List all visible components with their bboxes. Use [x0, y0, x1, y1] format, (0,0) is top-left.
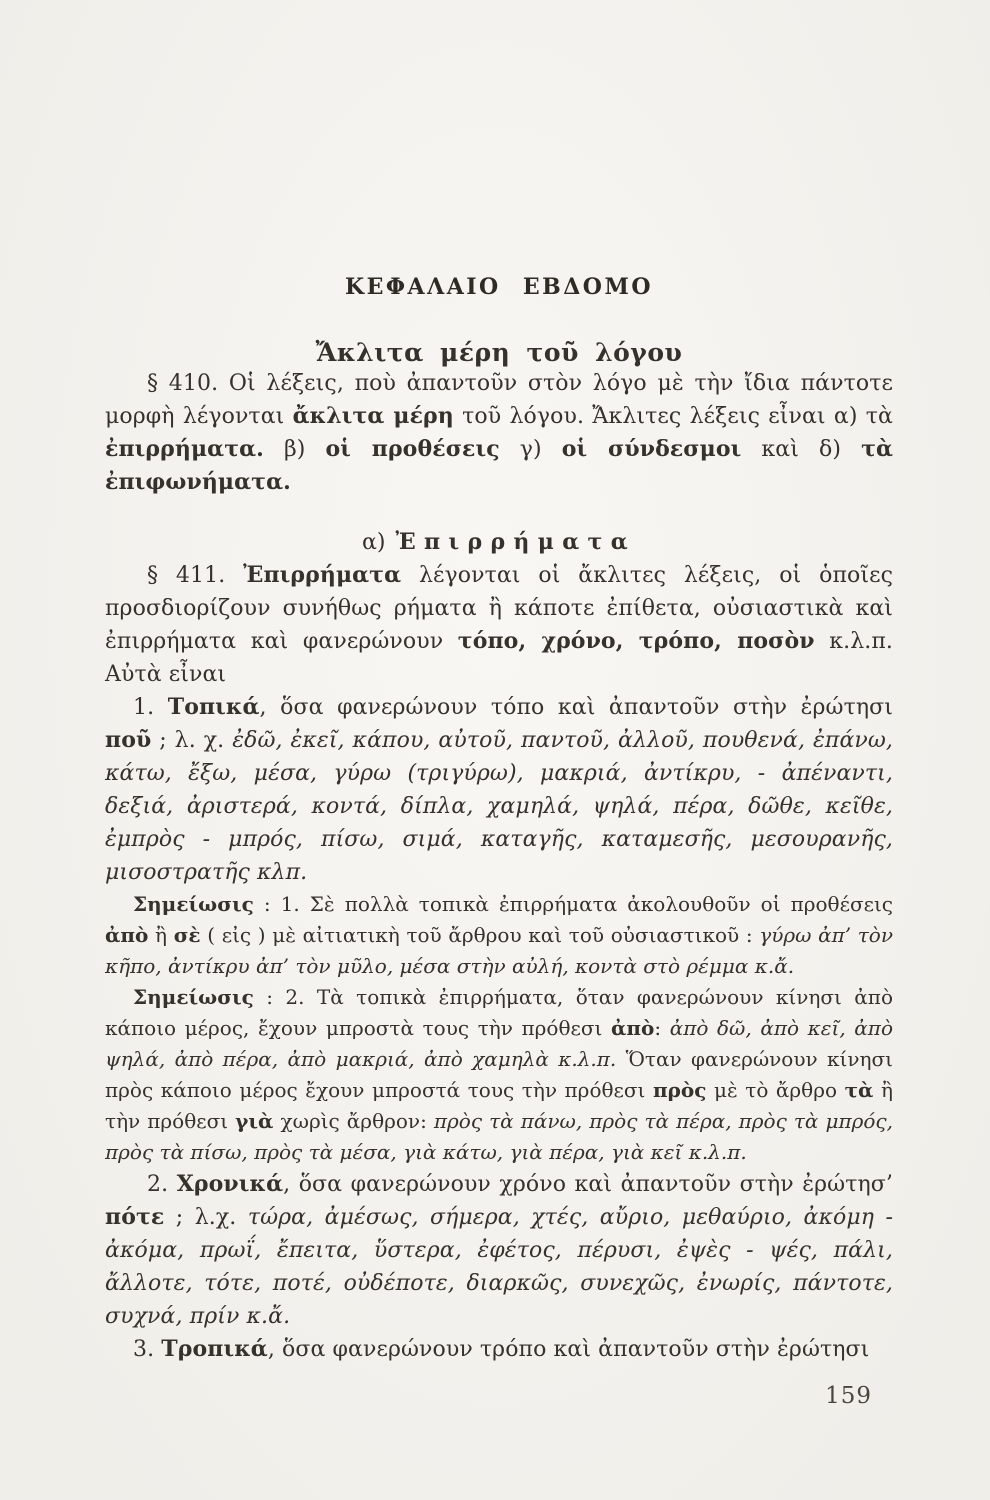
paragraph-xronika	[105, 1168, 893, 1333]
text-segment: τοῦ λόγου. Ἄκλιτες λέξεις εἶναι α) τὰ	[453, 404, 894, 429]
text-segment: : 1. Σὲ πολλὰ τοπικὰ ἐπιρρήματα ἀκολουθοῦν οἱ προθέσεις	[253, 892, 893, 916]
text-segment: Σημείωσις	[133, 892, 254, 916]
paragraph-tropika	[105, 1333, 893, 1366]
paragraph-411	[105, 559, 893, 691]
text-segment: λέγονται οἱ ἄκλιτες λέξεις, οἱ ὁποῖες προσδιορίζουν συνήθως ρήματα ἢ κάποτε ἐπίθετα, οὐσιαστικὰ καὶ ἐπιρρήματα καὶ φανερώνουν	[105, 563, 893, 654]
text-segment: τόπο, χρόνο, τρόπο, ποσὸν	[457, 628, 815, 654]
text-segment: 1.	[133, 695, 168, 720]
page-title: Ἄκλιτα μέρη τοῦ λόγου	[315, 338, 683, 367]
text-segment: ἄκλιτα μέρη	[292, 403, 454, 429]
text-segment: γ)	[499, 437, 562, 462]
text-segment: πρὸς	[652, 1078, 707, 1102]
chapter-heading: ΚΕΦΑΛΑΙΟ ΕΒΔΟΜΟ	[345, 274, 653, 300]
text-segment: ; λ. χ.	[151, 728, 233, 753]
section-word: Ἐπιρρήματα	[395, 529, 636, 555]
section-letter: α)	[361, 530, 386, 555]
paragraph-topika	[105, 691, 893, 889]
text-segment: γύρω ἀπ’ τὸν κῆπο, ἀντίκρυ ἀπ’ τὸν μῦλο, μέσα στὴν αὐλή, κοντὰ στὸ ρέμμα κ.ἄ.	[105, 923, 894, 978]
text-segment: Σημείωσις	[133, 985, 254, 1009]
text-segment: ἐδῶ, ἐκεῖ, κάπου, αὐτοῦ, παντοῦ, ἀλλοῦ, πουθενά, ἐπάνω, κάτω, ἔξω, μέσα, γύρω (τριγύρω), μακριά, ἀντίκρυ, - ἀπέναντι, δεξιά, ἀριστερά, κοντά, δίπλα, χαμηλά, ψηλά, πέρα, δῶθε, κεῖθε, ἐμπρὸς - μπρός, πίσω, σιμά, καταγῆς, καταμεσῆς, μεσουρανῆς, μισοστρατῆς κλπ.	[105, 728, 894, 885]
text-segment: πότε	[105, 1204, 165, 1230]
text-segment: γιὰ	[235, 1109, 274, 1133]
text-segment: Τροπικά	[161, 1336, 268, 1362]
text-segment: Ἐπιρρήματα	[243, 562, 402, 588]
text-segment: ἀπὸ	[610, 1016, 655, 1040]
text-segment: § 411.	[147, 563, 244, 588]
text-segment: οἱ σύνδεσμοι	[561, 436, 742, 462]
text-segment: , ὅσα φανερώνουν τρόπο καὶ ἀπαντοῦν στὴν ἐρώτησι	[267, 1337, 870, 1362]
text-segment: κ.λ.π. Αὐτὰ εἶναι	[105, 629, 893, 687]
text-segment: 2.	[147, 1172, 177, 1197]
paragraph-410	[105, 367, 893, 499]
text-segment: ποῦ	[105, 727, 152, 753]
text-segment: ἀπὸ δῶ, ἀπὸ κεῖ, ἀπὸ ψηλά, ἀπὸ πέρα, ἀπὸ μακριά, ἀπὸ χαμηλὰ κ.λ.π.	[105, 1016, 893, 1071]
text-segment: Τοπικά	[167, 694, 260, 720]
text-segment: χωρὶς ἄρθρον:	[273, 1109, 434, 1133]
text-segment: μὲ τὸ ἄρθρο	[706, 1078, 845, 1102]
text-segment: οἱ προθέσεις	[325, 436, 500, 462]
text-segment: ἢ	[148, 923, 174, 947]
text-segment: πρὸς τὰ πάνω, πρὸς τὰ πέρα, πρὸς τὰ μπρός, πρὸς τὰ πίσω, πρὸς τὰ μέσα, γιὰ κάτω, γιὰ πέρα, γιὰ κεῖ κ.λ.π.	[105, 1109, 893, 1164]
text-segment: :	[654, 1016, 670, 1040]
text-segment: , ὅσα φανερώνουν χρόνο καὶ ἀπαντοῦν στὴν ἐρώτησ’	[283, 1172, 893, 1197]
section-a-heading	[105, 525, 893, 559]
text-segment: καὶ δ)	[741, 437, 862, 462]
note-1	[105, 889, 893, 982]
text-segment: ἐπιρρήματα.	[105, 436, 264, 462]
text-segment: ( εἰς ) μὲ αἰτιατικὴ τοῦ ἄρθρου καὶ τοῦ οὐσιαστικοῦ :	[200, 923, 760, 947]
text-segment: , ὅσα φανερώνουν τόπο καὶ ἀπαντοῦν στὴν ἐρώτησι	[259, 695, 893, 720]
page-number: 159	[825, 1383, 872, 1409]
text-segment: β)	[263, 437, 326, 462]
text-segment: ἢ τὴν πρόθεσι	[105, 1078, 893, 1133]
text-segment: : 2. Τὰ τοπικὰ ἐπιρρήματα, ὅταν φανερώνουν κίνησι ἀπὸ κάποιο μέρος, ἔχουν μπροστὰ τους τὴν πρόθεσι	[105, 985, 893, 1040]
note-2	[105, 982, 893, 1168]
text-segment: Ὅταν φανερώνουν κίνησι πρὸς κάποιο μέρος ἔχουν μπροστά τους τὴν πρόθεσι	[105, 1047, 893, 1102]
text-segment: ; λ.χ.	[164, 1205, 248, 1230]
text-segment: τὰ	[844, 1078, 874, 1102]
text-segment: § 410. Οἱ λέξεις, ποὺ ἀπαντοῦν στὸν λόγο μὲ τὴν ἴδια πάντοτε μορφὴ λέγονται	[105, 371, 893, 429]
text-segment: 3.	[133, 1337, 162, 1362]
text-segment: σὲ	[173, 923, 201, 947]
text-segment: τὰ ἐπιφωνήματα.	[105, 436, 893, 495]
text-segment: τώρα, ἀμέσως, σήμερα, χτές, αὔριο, μεθαύριο, ἀκόμη - ἀκόμα, πρωΐ, ἔπειτα, ὕστερα, ἐφέτος, πέρυσι, ἐψὲς - ψές, πάλι, ἄλλοτε, τότε, ποτέ, οὐδέποτε, διαρκῶς, συνεχῶς, ἐνωρίς, πάντοτε, συχνά, πρίν κ.ἄ.	[105, 1205, 893, 1329]
text-segment: ἀπὸ	[105, 923, 149, 947]
text-segment: Χρονικά	[176, 1171, 284, 1197]
